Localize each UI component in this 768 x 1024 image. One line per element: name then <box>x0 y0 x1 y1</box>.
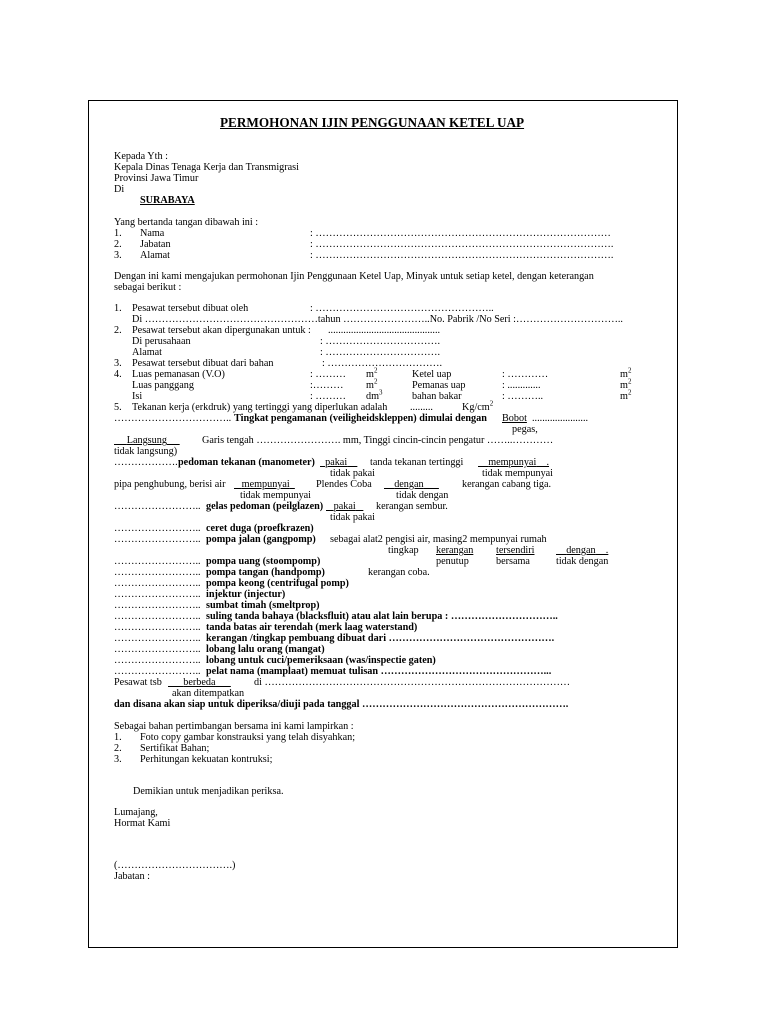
attachment-item: Perhitungan kekuatan kontruksi; <box>140 754 273 765</box>
spec-field-fuel: : ……….. <box>502 391 544 402</box>
option-indirect: tidak langsung) <box>114 446 178 457</box>
spec-field-maker: : …………………………………………….. <box>310 303 494 314</box>
spec-label-usage: Pesawat tersebut akan dipergunakan untuk : <box>132 325 311 336</box>
equipment-three-way-valve: kerangan cabang tiga. <box>462 479 552 490</box>
signer-field-position: : ……………………………………………………………………………. <box>310 239 614 250</box>
equipment-count-field: …………………….. <box>114 567 201 578</box>
addressee-city: SURABAYA <box>140 195 195 206</box>
equipment-manometer: pedoman tekanan (manometer) <box>178 457 315 468</box>
equipment-count-field: …………………….. <box>114 534 201 545</box>
spec-label-company: Di perusahaan <box>132 336 191 347</box>
unit-label: $m^2$ <box>620 366 632 380</box>
list-item-num: 1. <box>114 303 122 314</box>
spec-label-boiler: Ketel uap <box>412 369 452 380</box>
equipment-count-field: …………………………….. <box>114 413 232 424</box>
option-valve: tingkap <box>388 545 419 556</box>
list-item-num: 5. <box>114 402 122 413</box>
attachments-intro: Sebagai bahan pertimbangan bersama ini kami lampirkan : <box>114 721 354 732</box>
list-item-num: 2. <box>114 239 122 250</box>
spec-field-company: : ……………………………. <box>320 336 440 347</box>
placement-field: di ……………………………………………………………………………… <box>254 677 571 688</box>
option-with: dengan <box>394 479 424 490</box>
equipment-count-field: …………………….. <box>114 666 201 677</box>
option-without: tidak dengan <box>556 556 609 567</box>
unit-label: $m^2$ <box>620 388 632 402</box>
equipment-test-flange: Plendes Coba <box>316 479 372 490</box>
option-direct: Langsung <box>126 435 167 446</box>
equipment-injector: injektur (injectur) <box>206 589 286 600</box>
list-item-num: 2. <box>114 743 122 754</box>
spec-label-steam-heater: Pemanas uap <box>412 380 466 391</box>
inspection-date-field: dan disana akan siap untuk diperiksa/diuji pada tanggal ……………………………………………………. <box>114 699 569 710</box>
equipment-alarm-whistle: suling tanda bahaya (blacksfluit) atau alat lain berupa : ………………………….. <box>206 611 558 622</box>
option-has: mempunyai <box>241 479 290 490</box>
option-cover: penutup <box>436 556 469 567</box>
option-not-have: tidak mempunyai <box>240 490 312 501</box>
equipment-blowoff-valve: kerangan sembur. <box>376 501 448 512</box>
option-without: tidak dengan <box>396 490 449 501</box>
list-item-num: 3. <box>114 358 122 369</box>
unit-label: $dm^3$ <box>366 388 383 402</box>
option-shared: bersama <box>496 556 530 567</box>
list-item-num: 1. <box>114 732 122 743</box>
closing-text: Demikian untuk menjadikan periksa. <box>133 786 284 797</box>
equipment-connecting-pipe: pipa penghubung, berisi air <box>114 479 226 490</box>
equipment-gauge-glass: gelas pedoman (peilglazen) <box>206 501 324 512</box>
option-not-have: tidak mempunyai <box>482 468 554 479</box>
list-item-num: 2. <box>114 325 122 336</box>
signer-intro: Yang bertanda tangan dibawah ini : <box>114 217 259 228</box>
spec-field-pressure: ......... <box>410 402 433 413</box>
equipment-field: ...................... <box>532 413 589 424</box>
option-different: berbeda <box>183 677 216 688</box>
option-to-be-placed: akan ditempatkan <box>172 688 245 699</box>
spec-label-company-address: Alamat <box>132 347 162 358</box>
signer-field-name: : …………………………………………………………………………… <box>310 228 611 239</box>
equipment-count-field: …………………….. <box>114 578 201 589</box>
signature-field: (…………………………….) <box>114 860 236 871</box>
equipment-name-plate: pelat nama (mamplaat) memuat tulisan …………………………………………... <box>206 666 552 677</box>
document-title: PERMOHONAN IJIN PENGGUNAAN KETEL UAP <box>220 115 525 130</box>
attachment-item: Sertifikat Bahan; <box>140 743 210 754</box>
spec-field-steam-heater: : ............. <box>502 380 541 391</box>
spec-field-material: : ……………………………. <box>322 358 442 369</box>
option-separate: tersendiri <box>496 545 535 556</box>
option-used: pakai <box>325 457 348 468</box>
equipment-count-field: …………………….. <box>114 501 201 512</box>
addressee-line: Provinsi Jawa Timur <box>114 173 199 184</box>
equipment-inspection-holes: lobang untuk cuci/pemeriksaan (was/inspectie gaten) <box>206 655 436 666</box>
spec-label-roast-area: Luas panggang <box>132 380 194 391</box>
equipment-count-field: …………………….. <box>114 589 201 600</box>
option-spring: pegas, <box>512 424 538 435</box>
spec-field-roast-area: :……… <box>310 380 344 391</box>
equipment-feed-pump: pompa jalan (gangpomp) <box>206 534 316 545</box>
spec-label-heating-area: Luas pemanasan (V.O) <box>132 369 225 380</box>
option-weight: Bobot <box>502 413 527 424</box>
spec-field-company-address: : ……………………………. <box>320 347 440 358</box>
equipment-count-field: ………………. <box>114 457 178 468</box>
unit-label: $Kg/cm^2$ <box>462 399 494 413</box>
closing-regards: Hormat Kami <box>114 818 171 829</box>
spec-field-maker-location: Di ……………………………………………tahun ……………………..No. Pabrik /No Seri :………………………….. <box>132 314 623 325</box>
addressee-line: Kepada Yth : <box>114 151 168 162</box>
equipment-steam-pump: pompa uang (stoompomp) <box>206 556 321 567</box>
equipment-count-field: …………………….. <box>114 600 201 611</box>
addressee-line: Kepala Dinas Tenaga Kerja dan Transmigrasi <box>114 162 299 173</box>
option-has: mempunyai . <box>488 457 550 468</box>
list-item-num: 3. <box>114 250 122 261</box>
equipment-count-field: …………………….. <box>114 633 201 644</box>
list-item-num: 3. <box>114 754 122 765</box>
equipment-count-field: …………………….. <box>114 556 201 567</box>
equipment-centrifugal-pump: pompa keong (centrifugal pomp) <box>206 578 349 589</box>
unit-label: $m^2$ <box>366 377 378 391</box>
equipment-diameter: Garis tengah ……………………. mm, Tinggi cincin-cincin pengatur ……..………… <box>202 435 554 446</box>
equipment-max-pressure-mark: tanda tekanan tertinggi <box>370 457 464 468</box>
equipment-low-water-mark: tanda batas air terendah (merk laag waterstand) <box>206 622 418 633</box>
list-item-num: 1. <box>114 228 122 239</box>
spec-field-content: : ……… <box>310 391 346 402</box>
addressee-line: Di <box>114 184 125 195</box>
request-text: sebagai berikut : <box>114 282 182 293</box>
spec-label-fuel: bahan bakar <box>412 391 462 402</box>
signer-field-address: : ……………………………………………………………………………. <box>310 250 614 261</box>
spec-field-heating-area: : ……… <box>310 369 346 380</box>
placement-label: Pesawat tsb <box>114 677 162 688</box>
spec-label-material: Pesawat tersebut dibuat dari bahan <box>132 358 274 369</box>
equipment-blowdown-valve: kerangan /tingkap pembuang dibuat dari …………………………………………. <box>206 633 555 644</box>
equipment-try-cocks: ceret duga (proefkrazen) <box>206 523 314 534</box>
request-text: Dengan ini kami mengajukan permohonan Ijin Penggunaan Ketel Uap, Minyak untuk setiap ketel, dengan keterangan <box>114 271 594 282</box>
option-not-used: tidak pakai <box>330 468 375 479</box>
unit-label: $m^2$ <box>620 377 632 391</box>
equipment-count-field: …………………….. <box>114 523 201 534</box>
list-item-num: 4. <box>114 369 122 380</box>
signer-label-address: Alamat <box>140 250 170 261</box>
closing-place: Lumajang, <box>114 807 158 818</box>
option-used: pakai <box>333 501 356 512</box>
option-with: dengan . <box>566 545 609 556</box>
signer-position-field: Jabatan : <box>114 871 150 882</box>
spec-label-content: Isi <box>132 391 143 402</box>
unit-label: $m^2$ <box>366 366 378 380</box>
equipment-test-cock: kerangan coba. <box>368 567 430 578</box>
equipment-hand-pump: pompa tangan (handpomp) <box>206 567 325 578</box>
equipment-count-field: …………………….. <box>114 611 201 622</box>
signer-label-position: Jabatan <box>140 239 171 250</box>
equipment-safety-valve: Tingkat pengamanan (veiligheidskleppen) dimulai dengan <box>234 413 487 424</box>
equipment-manhole: lobang lalu orang (mangat) <box>206 644 325 655</box>
equipment-count-field: …………………….. <box>114 622 201 633</box>
spec-field-boiler: : ………… <box>502 369 549 380</box>
equipment-pump-note: sebagai alat2 pengisi air, masing2 mempunyai rumah <box>330 534 547 545</box>
spec-label-maker: Pesawat tersebut dibuat oleh <box>132 303 249 314</box>
equipment-count-field: …………………….. <box>114 644 201 655</box>
attachment-item: Foto copy gambar konstrauksi yang telah disyahkan; <box>140 732 356 743</box>
spec-label-pressure: Tekanan kerja (erkdruk) yang tertinggi yang diperlukan adalah <box>132 402 388 413</box>
spec-field-usage: ............................................ <box>328 325 441 336</box>
equipment-count-field: …………………….. <box>114 655 201 666</box>
option-not-used: tidak pakai <box>330 512 375 523</box>
option-cock: kerangan <box>436 545 474 556</box>
equipment-fusible-plug: sumbat timah (smeltprop) <box>206 600 320 611</box>
signer-label-name: Nama <box>140 228 165 239</box>
